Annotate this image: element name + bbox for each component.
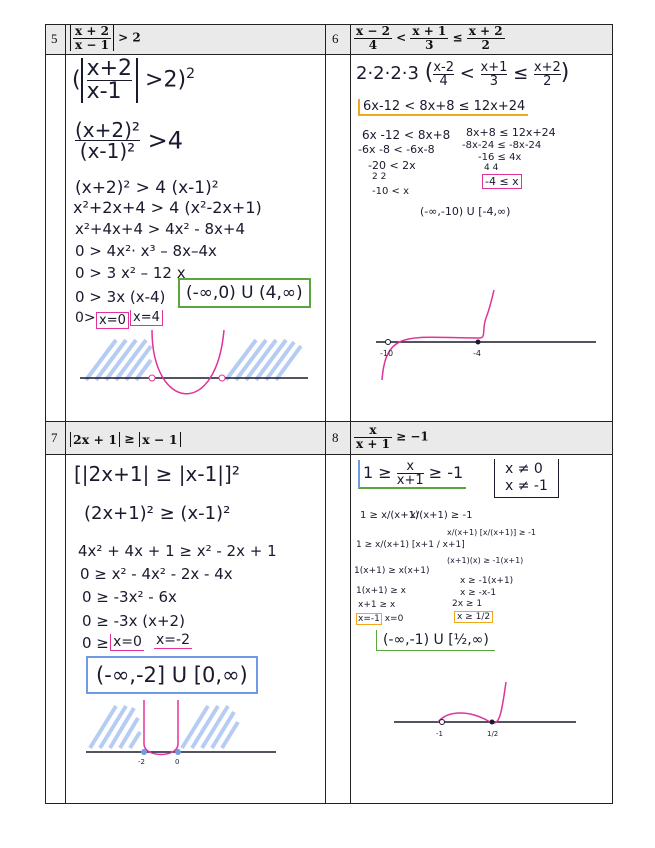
problem-statement-5: $\frac{x + 2}{x - 1}$ > 2 <box>70 25 141 51</box>
open-point <box>386 340 391 345</box>
work-line: x ≥ 1/2 <box>454 611 493 623</box>
shaded-region-right <box>226 340 301 380</box>
work-line: 8x+8 ≤ 12x+24 <box>466 126 556 139</box>
work-line: -20 < 2x <box>368 159 416 172</box>
work-line: 1 ≥ $\frac{x}{x+1}$ ≥ -1 <box>358 460 466 489</box>
domain-box: x ≠ 0 x ≠ -1 <box>494 459 559 498</box>
parabola-curve <box>152 330 224 394</box>
work-line: 0 > 4x²· x³ – 8x–4x <box>75 242 217 260</box>
work-line: x ≥ -1(x+1) <box>460 576 514 586</box>
work-line: 0 ≥ x² - 4x² - 2x - 4x <box>80 565 233 583</box>
axis-label: -10 <box>380 349 394 358</box>
work-line: 0 ≥ -3x (x+2) <box>82 612 185 630</box>
open-point <box>219 375 225 381</box>
graph-7 <box>82 700 282 770</box>
work-line: 0> <box>75 310 96 326</box>
work-line: 2·2·2·3 ( $\frac{x-2}{4}$ < $\frac{x+1}{3}$ ≤ $\frac{x+2}{2}$ ) <box>356 59 570 89</box>
root-label: x=-1 x=0 <box>358 614 404 624</box>
work-line: (2x+1)² ≥ (x-1)² <box>84 503 231 524</box>
work-line: 4x² + 4x + 1 ≥ x² - 2x + 1 <box>78 542 277 560</box>
expanded-inequality: 6x-12 < 8x+8 ≤ 12x+24 <box>358 99 528 116</box>
table-border <box>45 54 613 55</box>
problem-number-8: 8 <box>332 430 339 445</box>
work-line: 0 ≥ -3x² - 6x <box>82 588 177 606</box>
problem-number-6: 6 <box>332 31 339 46</box>
root-label: x=4 <box>130 310 163 326</box>
work-line: 0 ≥ <box>82 634 109 652</box>
absolute-value-bars: $\frac{x + 2}{x - 1}$ <box>70 25 114 51</box>
work-line: x/(x+1) ≥ -1 <box>410 510 473 521</box>
work-line: x²+2x+4 > 4 (x²-2x+1) <box>73 198 262 217</box>
shaded-region-right <box>182 706 238 748</box>
work-line: -6x -8 < -6x-8 <box>358 143 435 156</box>
root-label: x=0 <box>96 312 129 329</box>
work-line: x²+4x+4 > 4x² - 8x+4 <box>75 220 246 238</box>
work-line: 1 ≥ x/(x+1) [x+1 / x+1] <box>356 540 465 550</box>
closed-point <box>476 340 481 345</box>
work-line: -10 < x <box>372 186 409 197</box>
root-label: x=-2 <box>156 632 190 648</box>
table-border <box>45 454 613 455</box>
table-border <box>325 24 326 804</box>
axis-label: -4 <box>473 349 481 358</box>
work-line: x+1 ≥ x <box>358 600 396 610</box>
answer-box: (-∞,0) U (4,∞) <box>178 278 311 308</box>
work-line: -16 ≤ 4x <box>478 152 522 163</box>
closed-point <box>490 720 495 725</box>
answer-box: (-∞,-2] U [0,∞) <box>86 656 258 694</box>
table-border <box>45 421 613 422</box>
work-line: (x+2)² > 4 (x-1)² <box>75 178 219 198</box>
work-line: [|2x+1| ≥ |x-1|]² <box>74 462 240 486</box>
work-line: x/(x+1) [x/(x+1)] ≥ -1 <box>447 528 536 537</box>
work-line: 1 ≥ x/(x+1) <box>360 510 419 521</box>
closed-point <box>175 749 181 755</box>
axis-label: 1/2 <box>487 730 499 738</box>
root-label: x=0 <box>110 634 144 651</box>
axis-label: 0 <box>175 758 180 766</box>
table-border <box>45 803 613 804</box>
axis-label: -1 <box>436 730 443 738</box>
problem-number-5: 5 <box>51 31 58 46</box>
graph-6 <box>370 288 600 388</box>
work-line: 1(x+1) ≥ x <box>356 586 406 596</box>
work-line: -4 ≤ x <box>482 174 522 189</box>
work-line: 0 > 3x (x-4) <box>75 288 166 306</box>
open-point <box>440 720 445 725</box>
work-line: 6x -12 < 8x+8 <box>362 128 451 142</box>
axis-label: -2 <box>138 758 145 766</box>
open-point <box>149 375 155 381</box>
work-line: ( $\frac{x+2}{x-1}$ >2)$^2$ <box>72 56 195 104</box>
work-line: x ≥ -x-1 <box>460 588 497 598</box>
table-border <box>45 24 46 804</box>
problem-statement-6: $\frac{x - 2}{4}$ < $\frac{x + 1}{3}$ ≤ $\frac{x + 2}{2}$ <box>356 24 503 52</box>
solution-interval: (-∞,-10) U [-4,∞) <box>420 205 511 218</box>
closed-point <box>141 749 147 755</box>
work-line: -8x-24 ≤ -8x-24 <box>462 140 542 151</box>
graph-5 <box>66 330 316 410</box>
work-line: 2 2 <box>372 172 387 182</box>
cubic-curve <box>438 682 506 723</box>
work-line: 4 4 <box>484 163 499 173</box>
table-border <box>65 24 66 804</box>
problem-statement-8: $\frac{x}{x + 1}$ ≥ −1 <box>356 423 429 451</box>
answer-box: (-∞,-1) U [½,∞) <box>376 630 495 651</box>
work-line: 2x ≥ 1 <box>452 599 483 609</box>
work-line: 0 > 3 x² – 12 x <box>75 264 186 282</box>
work-line: $\frac{\text{(x+2)²}}{\text{(x-1)²}}$ >4 <box>75 118 183 163</box>
cubic-curve <box>382 290 494 380</box>
shaded-region-left <box>86 340 151 380</box>
shaded-region-left <box>90 706 140 748</box>
graph-8 <box>390 680 580 750</box>
problem-statement-7: 2x + 1 ≥ x − 1 <box>70 431 181 447</box>
table-border <box>350 24 351 804</box>
table-border <box>612 24 613 804</box>
parabola-curve <box>144 700 178 755</box>
problem-number-7: 7 <box>51 430 58 445</box>
work-line: (x+1)(x) ≥ -1(x+1) <box>447 556 524 565</box>
work-line: 1(x+1) ≥ x(x+1) <box>354 566 430 576</box>
